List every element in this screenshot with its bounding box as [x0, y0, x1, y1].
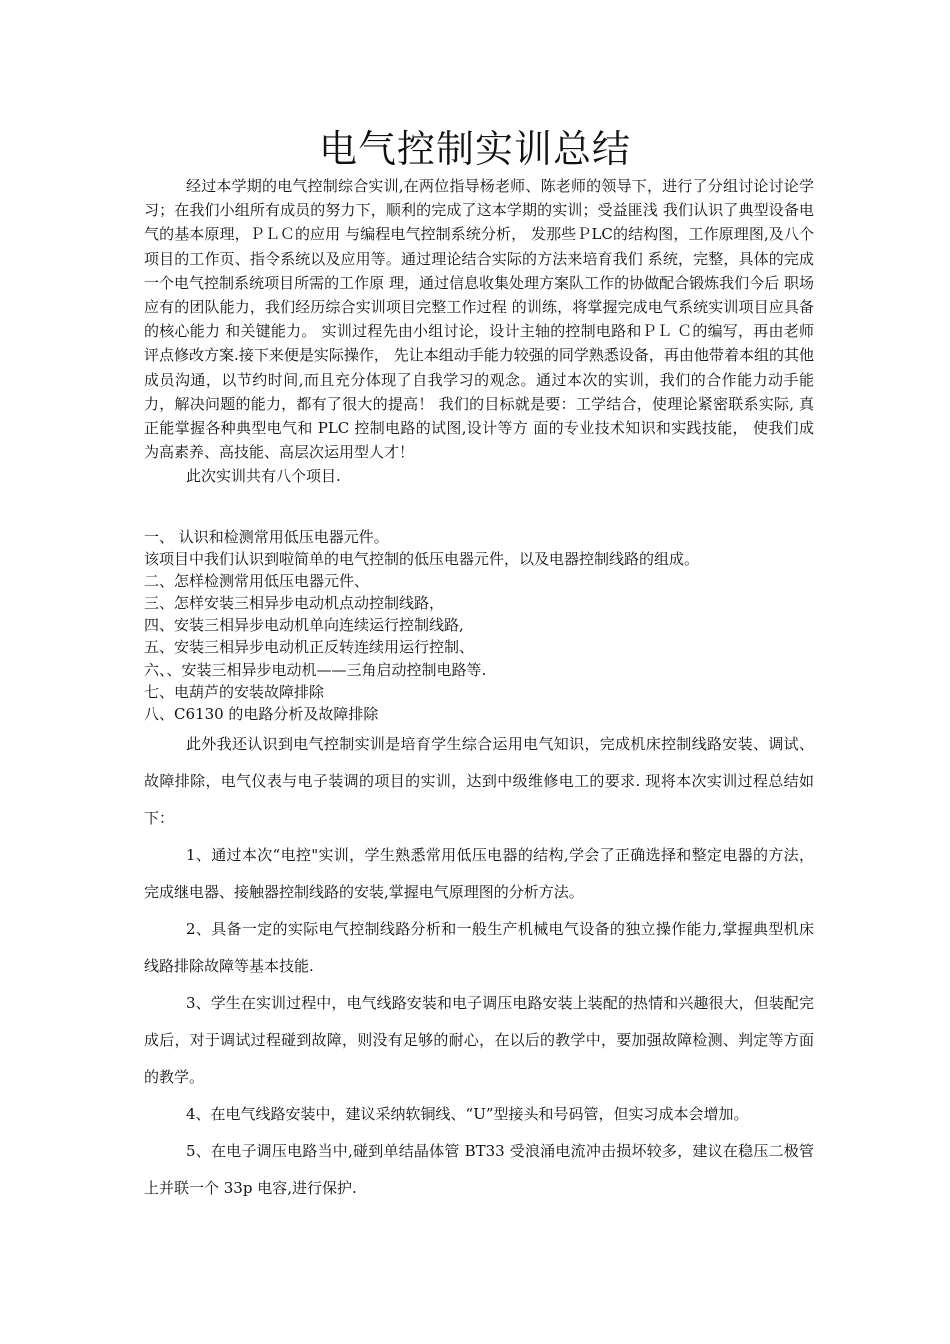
- project-list: [144, 526, 814, 725]
- list-item: 五、安装三相异步电动机正反转连续用运行控制、: [144, 638, 475, 657]
- summary-paragraph: 5、在电子调压电路当中,碰到单结晶体管 BT33 受浪涌电流冲击损坏较多，建议在稳压二极管上并联一个 33p 电容,进行保护.: [144, 1142, 814, 1197]
- summary-section: [144, 726, 814, 1207]
- list-item: 三、怎样安装三相异步电动机点动控制线路，: [144, 594, 445, 613]
- summary-paragraph: 2、具备一定的实际电气控制线路分析和一般生产机械电气设备的独立操作能力,掌握典型机床线路排除故障等基本技能.: [144, 920, 814, 975]
- list-item: 八、C6130 的电路分析及故障排除: [144, 704, 379, 723]
- intro-section: [144, 174, 814, 489]
- summary-paragraph: 3、学生在实训过程中，电气线路安装和电子调压电路安装上装配的热情和兴趣很大，但装配完成后，对于调试过程碰到故障，则没有足够的耐心，在以后的教学中，要加强故障检测、判定等方面的教学。: [144, 994, 814, 1086]
- projects-intro: 此次实训共有八个项目.: [186, 467, 341, 486]
- summary-paragraph: 4、在电气线路安装中，建议采纳软铜线、“U”型接头和号码管，但实习成本会增加。: [186, 1105, 749, 1123]
- list-item: 六、、安装三相异步电动机——三角启动控制电路等.: [144, 660, 487, 679]
- list-item: 二、怎样检测常用低压电器元件、: [144, 572, 370, 591]
- list-item: 该项目中我们认识到啦简单的电气控制的低压电器元件，以及电器控制线路的组成。: [144, 550, 700, 569]
- intro-paragraph: 经过本学期的电气控制综合实训,在两位指导杨老师、陈老师的领导下，进行了分组讨论讨论学习；在我们小组所有成员的努力下，顺利的完成了这本学期的实训；受益匪浅 我们认识了典型设备电气的基本原理，ＰＬＣ的应用 与编程电气控制系统分析， 发那些ＰLC的结构图，工作原理图,及八个项目的工作页、指令系统以及应用等。通过理论结合实际的方法来培育我们 系统，完整，具体的完成一个电气控制系统项目所需的工作原 理，通过信息收集处理方案队工作的协做配合锻炼我们今后 职场应有的团队能力，我们经历综合实训项目完整工作过程 的训练，将掌握完成电气系统实训项目应具备的核心能力 和关键能力。 实训过程先由小组讨论，设计主轴的控制电路和ＰＬ Ｃ的编写，再由老师评点修改方案.接下来便是实际操作， 先让本组动手能力较强的同学熟悉设备，再由他带着本组的其他成员沟通，以节约时间,而且充分体现了自我学习的观念。通过本次的实训，我们的合作能力动手能力，解决问题的能力，都有了很大的提高！ 我们的目标就是要：工学结合，使理论紧密联系实际, 真正能掌握各种典型电气和 PLC 控制电路的试图,设计等方 面的专业技术知识和实践技能， 使我们成为高素养、高技能、高层次运用型人才！: [144, 177, 814, 462]
- list-item: 四、安装三相异步电动机单向连续运行控制线路,: [144, 616, 464, 635]
- summary-paragraph: 此外我还认识到电气控制实训是培育学生综合运用电气知识，完成机床控制线路安装、调试、故障排除，电气仪表与电子装调的项目的实训，达到中级维修电工的要求. 现将本次实训过程总结如下：: [144, 735, 814, 827]
- list-item: 一、 认识和检测常用低压电器元件。: [144, 528, 389, 546]
- list-item: 七、电葫芦的安装故障排除: [144, 682, 325, 701]
- document-title: 电气控制实训总结: [318, 127, 631, 171]
- summary-paragraph: 1、通过本次“电控"实训，学生熟悉常用低压电器的结构,学会了正确选择和整定电器的方法，完成继电器、接触器控制线路的安装,掌握电气原理图的分析方法。: [144, 846, 814, 901]
